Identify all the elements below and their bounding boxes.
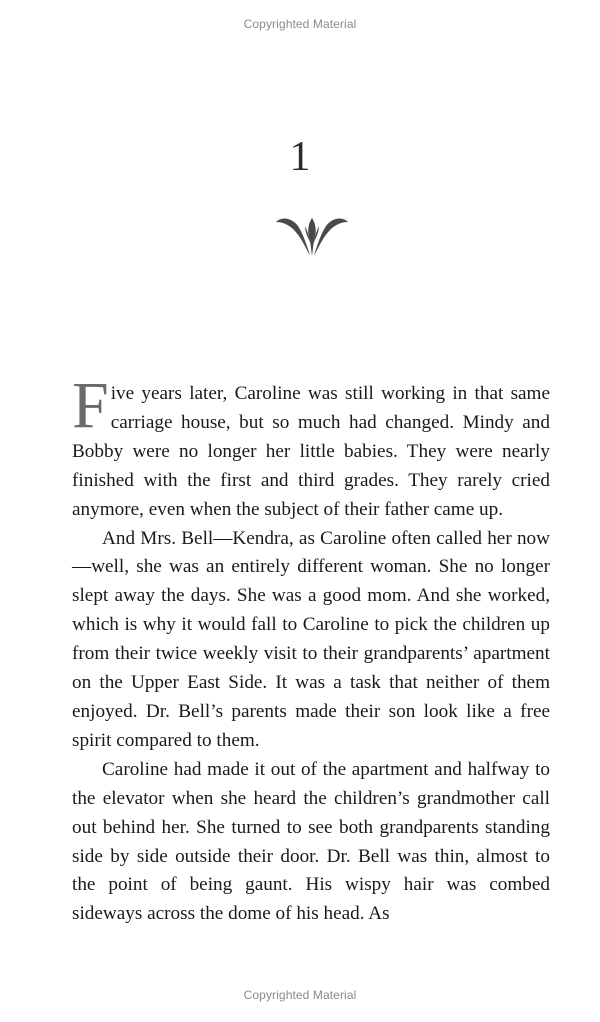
paragraph-3: Caroline had made it out of the apartment and halfway to the elevator when she heard the children’s grandmother call out behind her. She turned to see both grandparents standing side by side outside their door. Dr. Bell was thin, almost to the point of being gaunt. His wispy hair was combed sideways across the dome of his head. As (72, 758, 550, 925)
paragraph-2: And Mrs. Bell—Kendra, as Caroline often called her now—well, she was an entirely different woman. She no longer slept away the days. She was a good mom. And she worked, which is why it would fall to Caroline to pick the children up from their twice weekly visit to their grandparents’ apartment on the Upper East Side. It was a task that neither of them enjoyed. Dr. Bell’s parents made their son look like a free spirit compared to them. (72, 527, 550, 751)
drop-cap-letter: F (72, 369, 109, 442)
paragraph-1-text: ive years later, Caroline was still working in that same carriage house, but so much had changed. Mindy and Bobby were no longer her little babies. They were nearly finished with the first and third grades. They rarely cried anymore, even when the subject of their father came up. (72, 383, 550, 520)
copyright-watermark-bottom: Copyrighted Material (243, 988, 357, 1002)
fleuron-ornament-icon (272, 212, 352, 260)
copyright-watermark-top: Copyrighted Material (243, 17, 357, 31)
chapter-number: 1 (289, 134, 311, 180)
chapter-body-text (72, 369, 550, 929)
paragraph-1 (72, 369, 550, 525)
